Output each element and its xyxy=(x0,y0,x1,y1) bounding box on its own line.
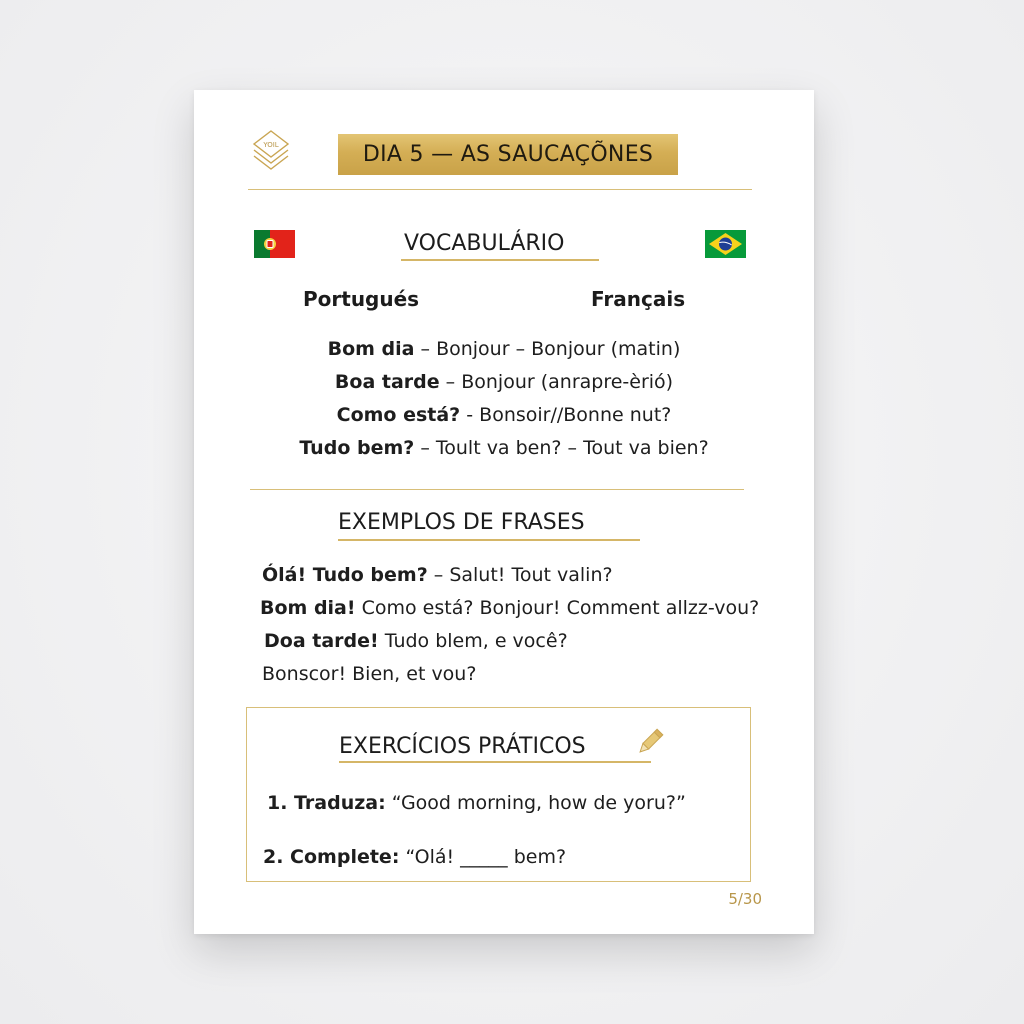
exercises-box xyxy=(246,707,751,882)
exercises-heading: EXERCÍCIOS PRÁTICOS xyxy=(339,734,586,759)
vocabulary-translation: – Bonjour – Bonjour (matin) xyxy=(414,338,681,360)
vocabulary-translation: – Toult va ben? – Tout va bien? xyxy=(414,437,709,459)
vocabulary-row xyxy=(194,404,814,426)
vocabulary-term: Boa tarde xyxy=(334,371,440,393)
exercises-underline xyxy=(339,761,651,763)
vocabulary-heading: VOCABULÁRIO xyxy=(404,231,565,256)
example-translation: Como está? Bonjour! Comment allzz-vou? xyxy=(355,597,760,619)
example-translation: Bonscor! Bien, et vou? xyxy=(262,663,477,685)
example-phrase: Doa tarde! xyxy=(264,630,379,652)
example-row xyxy=(260,597,759,619)
pencil-icon xyxy=(635,726,665,758)
brazil-flag-icon xyxy=(705,230,746,258)
exercise-text: “Olá! _____ bem? xyxy=(399,846,567,868)
exercise-text: “Good morning, how de yoru?” xyxy=(385,792,686,814)
example-translation: Tudo blem, e você? xyxy=(378,630,568,652)
example-row xyxy=(262,564,613,586)
column-header-french: Français xyxy=(591,287,686,311)
example-phrase: Bom dia! xyxy=(260,597,356,619)
exercise-label: 1. Traduza: xyxy=(267,792,386,814)
exercise-item xyxy=(267,792,686,814)
vocabulary-translation: - Bonsoir//Bonne nut? xyxy=(460,404,672,426)
examples-underline xyxy=(338,539,640,541)
vocabulary-term: Bom dia xyxy=(327,338,415,360)
logo-icon xyxy=(250,128,292,174)
page-number: 5/30 xyxy=(728,890,762,908)
example-row xyxy=(264,630,568,652)
divider-top xyxy=(248,189,752,190)
portugal-flag-icon xyxy=(254,230,295,258)
example-row xyxy=(262,663,476,685)
example-translation: – Salut! Tout valin? xyxy=(427,564,613,586)
exercise-label: 2. Complete: xyxy=(263,846,400,868)
examples-heading: EXEMPLOS DE FRASES xyxy=(338,510,585,535)
vocabulary-row xyxy=(194,371,814,393)
divider-middle xyxy=(250,489,744,490)
page-title: DIA 5 — AS SAUCAÇÕNES xyxy=(338,134,678,175)
vocabulary-translation: – Bonjour (anrapre-èrió) xyxy=(439,371,674,393)
lesson-card xyxy=(194,90,814,934)
example-phrase: Ólá! Tudo bem? xyxy=(262,564,428,586)
vocabulary-row xyxy=(194,338,814,360)
column-header-portuguese: Portugués xyxy=(303,287,420,311)
vocabulary-row xyxy=(194,437,814,459)
logo-text: YOIL xyxy=(263,141,279,149)
vocabulary-term: Tudo bem? xyxy=(299,437,415,459)
vocabulary-term: Como está? xyxy=(336,404,461,426)
vocabulary-underline xyxy=(401,259,599,261)
exercise-item xyxy=(263,846,566,868)
